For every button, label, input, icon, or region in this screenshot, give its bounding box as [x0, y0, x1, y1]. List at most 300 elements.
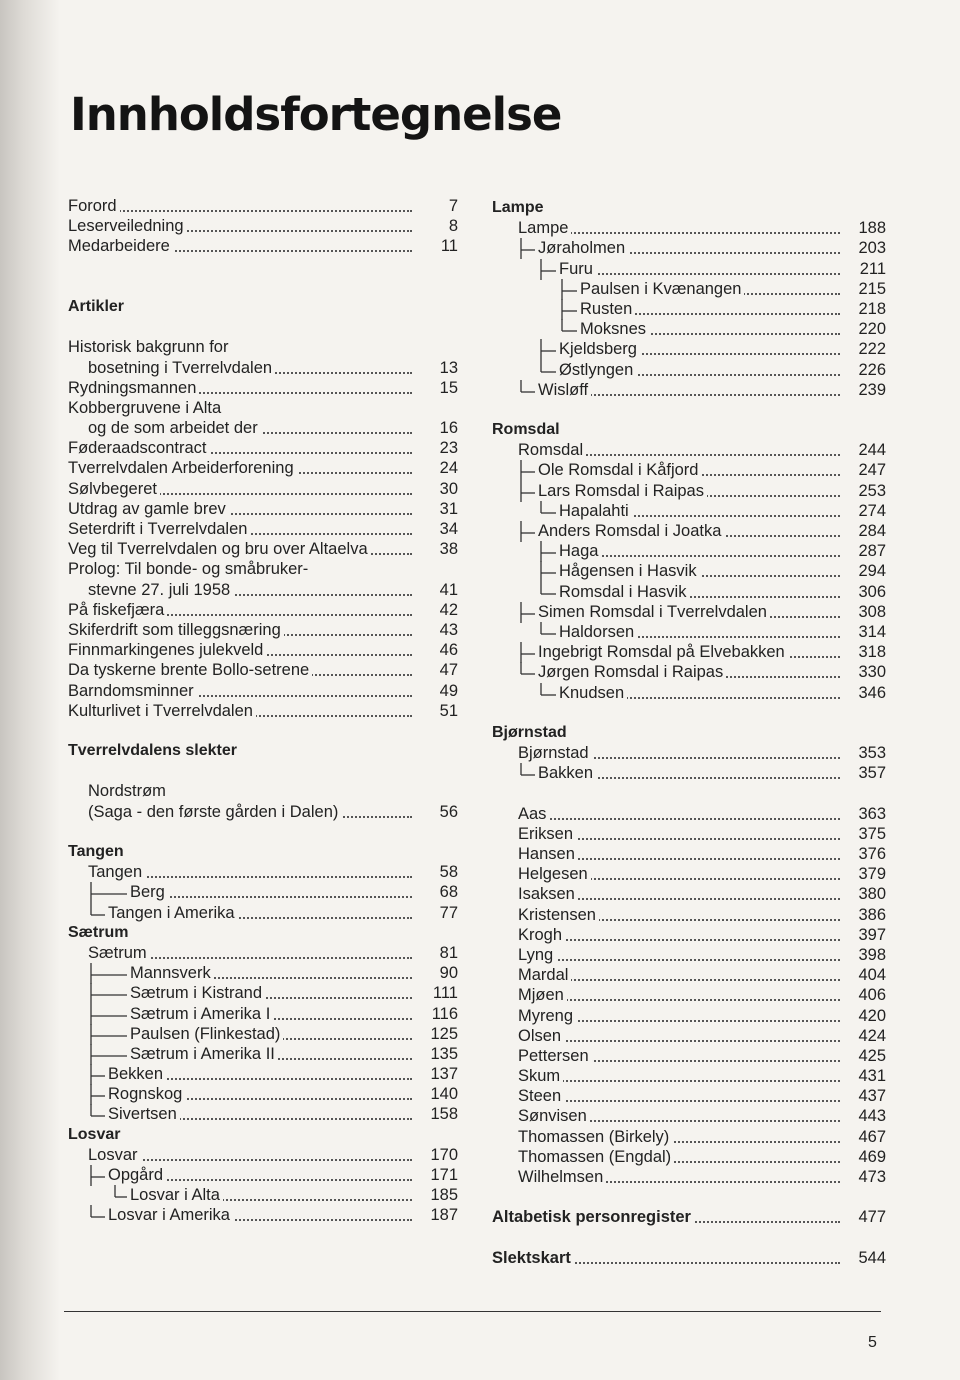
toc-page-number: 77 — [439, 903, 458, 922]
toc-page-number: 90 — [439, 964, 458, 983]
toc-page-number: 185 — [430, 1186, 458, 1205]
toc-entry — [492, 743, 886, 763]
toc-entry-label — [538, 481, 842, 501]
toc-entry-label — [538, 662, 842, 682]
toc-entry — [492, 259, 886, 279]
toc-page-number: 187 — [430, 1206, 458, 1225]
toc-page-number: 31 — [439, 499, 458, 518]
toc-entry-text: Sivertsen — [108, 1105, 180, 1123]
toc-entry — [68, 1004, 458, 1024]
toc-entry — [68, 882, 458, 902]
tree-branch-connector — [520, 238, 537, 259]
toc-page-number: 111 — [432, 984, 458, 1003]
toc-entry — [492, 1066, 886, 1086]
toc-entry — [492, 521, 886, 541]
toc-page-number: 15 — [439, 378, 458, 397]
toc-entry-text: Tangen — [88, 863, 145, 881]
toc-entry — [492, 380, 886, 400]
toc-entry-text: Sætrum i Amerika I — [130, 1005, 273, 1023]
toc-entry-label — [538, 763, 842, 783]
toc-entry-text: Romsdal — [518, 441, 586, 459]
toc-entry-label — [538, 460, 842, 480]
toc-entry-label — [68, 479, 414, 499]
toc-entry-text: Haga — [559, 542, 601, 560]
toc-entry-text: Hansen — [518, 845, 578, 863]
toc-entry — [68, 1185, 458, 1205]
toc-entry-label — [130, 963, 414, 983]
toc-entry-label — [108, 1165, 414, 1185]
toc-page-number: 330 — [858, 663, 886, 682]
toc-entry — [492, 965, 886, 985]
toc-entry-label — [538, 521, 842, 541]
toc-entry-label — [518, 965, 842, 985]
toc-entry — [492, 561, 886, 581]
toc-page-number: 30 — [439, 479, 458, 498]
toc-entry — [68, 983, 458, 1003]
toc-entry-label — [518, 1127, 842, 1147]
toc-entry-text: Opgård — [108, 1166, 166, 1184]
tree-branch-connector — [90, 1024, 129, 1045]
toc-entry — [492, 1147, 886, 1167]
toc-spacer — [68, 317, 458, 337]
toc-entry-text: Føderaadscontract — [68, 439, 209, 457]
toc-entry — [68, 1024, 458, 1044]
toc-entry-text: Mannsverk — [130, 964, 214, 982]
toc-page-number: 357 — [858, 764, 886, 783]
toc-entry-label — [130, 983, 414, 1003]
toc-entry-text: Bjørnstad — [518, 744, 592, 762]
toc-entry-label — [68, 236, 414, 256]
toc-entry-label — [88, 943, 414, 963]
toc-page-number: 294 — [858, 562, 886, 581]
toc-entry-text: Knudsen — [559, 684, 627, 702]
toc-spacer — [492, 1187, 886, 1207]
toc-page-number: 247 — [858, 461, 886, 480]
toc-page-number: 220 — [858, 320, 886, 339]
toc-entry-label — [580, 279, 842, 299]
toc-entry — [68, 458, 458, 478]
toc-entry — [68, 216, 458, 236]
toc-entry-text: Paulsen i Kvænangen — [580, 280, 744, 298]
toc-entry — [492, 299, 886, 319]
toc-entry-text: Paulsen (Flinkestad) — [130, 1025, 283, 1043]
toc-entry-text: Steen — [518, 1087, 564, 1105]
toc-entry-label — [68, 378, 414, 398]
toc-entry — [68, 438, 458, 458]
toc-entry — [492, 844, 886, 864]
tree-branch-connector — [540, 541, 558, 562]
toc-entry-label — [518, 1167, 842, 1187]
toc-entry — [492, 985, 886, 1005]
tree-branch-connector — [90, 1044, 129, 1065]
toc-page-number: 544 — [858, 1248, 886, 1267]
toc-entry-label — [518, 1086, 842, 1106]
toc-entry-text: Pettersen — [518, 1047, 592, 1065]
toc-entry-text: Helgesen — [518, 865, 591, 883]
toc-page-number: 318 — [858, 643, 886, 662]
toc-page-number: 253 — [858, 481, 886, 500]
toc-entry-text: Hågensen i Hasvik — [559, 562, 700, 580]
toc-entry-label — [130, 1004, 414, 1024]
toc-entry-label — [518, 884, 842, 904]
toc-entry — [492, 884, 886, 904]
toc-entry-label — [88, 418, 414, 438]
toc-entry-label — [68, 216, 414, 236]
toc-entry-text: Mardal — [518, 966, 571, 984]
toc-entry-text: Kulturlivet i Tverrelvdalen — [68, 702, 256, 720]
toc-page-number: 314 — [858, 622, 886, 641]
toc-entry-label — [130, 1024, 414, 1044]
toc-entry-label — [108, 1205, 414, 1225]
toc-entry — [492, 1167, 886, 1187]
toc-entry — [492, 1006, 886, 1026]
toc-section-heading: Romsdal — [492, 421, 560, 439]
toc-entry — [492, 804, 886, 824]
toc-entry — [492, 864, 886, 884]
toc-entry-text: Isaksen — [518, 885, 578, 903]
toc-entry — [68, 903, 458, 923]
toc-entry — [492, 1127, 886, 1147]
toc-entry-label — [518, 1066, 842, 1086]
toc-entry-text: Losvar — [88, 1146, 141, 1164]
toc-section-heading: Sætrum — [68, 923, 129, 941]
toc-entry-text: Medarbeidere — [68, 237, 173, 255]
toc-entry-text: Kjeldsberg — [559, 340, 640, 358]
tree-branch-connector — [540, 561, 558, 582]
tree-branch-connector — [520, 521, 537, 542]
toc-entry-text: Sætrum i Amerika II — [130, 1045, 278, 1063]
toc-entry — [68, 378, 458, 398]
toc-section-heading: Tangen — [68, 843, 124, 860]
toc-entry-label — [518, 743, 842, 763]
toc-entry-label — [68, 398, 458, 418]
toc-page-number: 404 — [858, 966, 886, 985]
toc-entry-label — [518, 945, 842, 965]
toc-page-number: 375 — [858, 824, 886, 843]
toc-entry-text: Berg — [130, 883, 168, 901]
page-title: Innholdsfortegnelse — [70, 88, 562, 141]
toc-page-number: 140 — [430, 1085, 458, 1104]
toc-page-number: 34 — [439, 520, 458, 538]
tree-branch-connector — [90, 1004, 129, 1025]
toc-page-number: 379 — [858, 865, 886, 884]
toc-page-number: 469 — [858, 1147, 886, 1166]
toc-entry — [492, 582, 886, 602]
toc-entry-label — [88, 358, 414, 378]
toc-page-number: 386 — [858, 905, 886, 924]
toc-entry-label — [518, 218, 842, 238]
toc-entry-label — [88, 1145, 414, 1165]
toc-entry-text: Moksnes — [580, 320, 649, 338]
toc-entry — [68, 963, 458, 983]
toc-entry-label — [68, 519, 414, 539]
toc-page-number: 11 — [440, 237, 458, 256]
toc-page-number: 56 — [439, 802, 458, 821]
toc-entry-label — [68, 196, 414, 216]
toc-entry-continued — [68, 781, 458, 801]
toc-entry-text: Sønvisen — [518, 1107, 590, 1125]
toc-entry-text: Kristensen — [518, 906, 599, 924]
tree-branch-connector — [90, 1104, 107, 1125]
toc-page-number: 13 — [439, 358, 458, 377]
toc-entry-text: Thomassen (Birkely) — [518, 1128, 672, 1146]
toc-entry — [492, 905, 886, 925]
tree-branch-connector — [90, 1064, 107, 1085]
tree-branch-connector — [90, 903, 107, 924]
toc-page-number: 24 — [439, 459, 458, 478]
toc-entry-text: Lampe — [518, 219, 571, 237]
tree-branch-connector — [561, 279, 579, 300]
tree-branch-connector — [540, 360, 558, 381]
toc-entry-text: Mjøen — [518, 986, 567, 1004]
toc-entry-label — [68, 600, 414, 620]
tree-branch-connector — [540, 339, 558, 360]
toc-entry — [492, 622, 886, 642]
toc-entry — [492, 1086, 886, 1106]
footer-rule — [64, 1311, 881, 1312]
toc-entry — [68, 802, 458, 822]
toc-entry-text: Nordstrøm — [88, 782, 169, 800]
toc-entry-text: Bakken — [538, 764, 596, 782]
toc-entry-text: Forord — [68, 197, 120, 215]
toc-entry-label — [580, 319, 842, 339]
toc-entry-label — [559, 541, 842, 561]
toc-entry-label — [518, 1106, 842, 1126]
toc-left-column — [68, 196, 458, 1226]
toc-entry-text: Bekken — [108, 1065, 166, 1083]
toc-section-heading: Losvar — [68, 1125, 121, 1143]
toc-entry-text: Myreng — [518, 1007, 576, 1025]
toc-entry — [68, 358, 458, 378]
tree-branch-connector — [90, 983, 129, 1004]
toc-entry-continued — [68, 337, 458, 357]
toc-entry — [492, 824, 886, 844]
toc-entry — [492, 218, 886, 238]
toc-entry — [68, 539, 458, 559]
toc-spacer — [492, 783, 886, 803]
toc-spacer — [68, 257, 458, 277]
toc-entry-text: Skiferdrift som tilleggsnæring — [68, 621, 284, 639]
tree-branch-connector — [540, 683, 558, 704]
book-gutter-shadow — [0, 0, 60, 1380]
toc-entry-text: Losvar i Alta — [130, 1186, 223, 1204]
toc-spacer — [492, 400, 886, 420]
toc-entry-label — [68, 620, 414, 640]
toc-page-number: 49 — [439, 681, 458, 700]
toc-entry — [492, 541, 886, 561]
toc-entry-text: Lyng — [518, 946, 556, 964]
toc-entry-text: Jøraholmen — [538, 239, 628, 257]
toc-entry-text: Jørgen Romsdal i Raipas — [538, 663, 726, 681]
toc-page-number: 308 — [858, 602, 886, 621]
toc-entry-label — [518, 985, 842, 1005]
tree-branch-connector — [520, 380, 537, 401]
toc-page-number: 406 — [858, 986, 886, 1005]
toc-entry-label — [108, 1084, 414, 1104]
toc-entry-text: Sætrum — [88, 944, 150, 962]
toc-page-number: 287 — [858, 542, 886, 561]
toc-page-number: 116 — [431, 1004, 458, 1023]
toc-entry-label — [518, 1147, 842, 1167]
toc-entry-text: Romsdal i Hasvik — [559, 583, 689, 601]
toc-entry — [492, 1248, 886, 1268]
toc-entry — [68, 1064, 458, 1084]
toc-page-number: 43 — [439, 620, 458, 639]
toc-entry — [68, 600, 458, 620]
tree-branch-connector — [90, 1165, 107, 1186]
toc-page-number: 211 — [859, 259, 886, 278]
toc-entry-label — [68, 438, 414, 458]
toc-spacer — [492, 703, 886, 723]
toc-entry-text: Rydningsmannen — [68, 379, 199, 397]
toc-entry-label — [492, 1207, 842, 1227]
toc-right-column — [492, 198, 886, 1268]
toc-page-number: 363 — [858, 804, 886, 823]
toc-entry-label — [518, 844, 842, 864]
toc-entry — [68, 943, 458, 963]
toc-page-number: 424 — [858, 1026, 886, 1045]
toc-entry-text: Tverrelvdalen Arbeiderforening — [68, 459, 297, 477]
toc-entry — [68, 862, 458, 882]
toc-page-number: 68 — [439, 883, 458, 902]
toc-spacer — [492, 1228, 886, 1248]
toc-page-number: 346 — [858, 683, 886, 702]
toc-entry-text: Krogh — [518, 926, 565, 944]
toc-page-number: 431 — [858, 1067, 886, 1086]
toc-page-number: 38 — [439, 540, 458, 559]
toc-entry-text: Haldorsen — [559, 623, 637, 641]
toc-section-heading: Tverrelvdalens slekter — [68, 742, 237, 760]
toc-spacer — [68, 761, 458, 781]
toc-entry — [68, 1165, 458, 1185]
tree-branch-connector — [520, 481, 537, 502]
toc-entry-label — [88, 580, 414, 600]
toc-entry — [68, 196, 458, 216]
toc-entry — [492, 763, 886, 783]
toc-entry — [68, 479, 458, 499]
toc-page-number: 437 — [858, 1087, 886, 1106]
toc-page-number: 397 — [858, 925, 886, 944]
toc-entry-text: bosetning i Tverrelvdalen — [88, 359, 275, 377]
toc-entry-label — [68, 499, 414, 519]
tree-branch-connector — [520, 602, 537, 623]
tree-branch-connector — [540, 259, 558, 280]
toc-entry-text: Kobbergruvene i Alta — [68, 399, 224, 417]
toc-page-number: 215 — [858, 279, 886, 298]
toc-entry — [68, 1145, 458, 1165]
toc-entry-label — [559, 683, 842, 703]
toc-entry-label — [518, 864, 842, 884]
toc-entry-label — [88, 862, 414, 882]
toc-page-number: 477 — [858, 1208, 886, 1227]
tree-branch-connector — [561, 319, 579, 340]
toc-entry-label — [538, 602, 842, 622]
toc-entry — [68, 701, 458, 721]
tree-branch-connector — [520, 460, 537, 481]
toc-page-number: 171 — [430, 1166, 458, 1184]
toc-entry-label — [130, 882, 414, 902]
toc-page-number: 46 — [439, 641, 458, 660]
toc-entry-label — [108, 1064, 414, 1084]
tree-branch-connector — [114, 1185, 129, 1206]
toc-spacer — [68, 822, 458, 842]
toc-entry-text: Historisk bakgrunn for — [68, 338, 231, 356]
toc-page-number: 158 — [430, 1105, 458, 1124]
toc-entry-label — [68, 458, 414, 478]
toc-entry-text: Hapalahti — [559, 502, 632, 520]
toc-page-number: 41 — [439, 580, 458, 599]
toc-spacer — [68, 277, 458, 297]
toc-entry-label — [518, 1026, 842, 1046]
toc-entry-text: Losvar i Amerika — [108, 1206, 233, 1224]
toc-entry — [492, 642, 886, 662]
toc-page-number: 125 — [430, 1024, 458, 1043]
toc-page-number: 398 — [858, 945, 886, 964]
toc-entry — [492, 501, 886, 521]
toc-entry-text: Simen Romsdal i Tverrelvdalen — [538, 603, 770, 621]
tree-branch-connector — [520, 642, 537, 663]
toc-spacer — [68, 721, 458, 741]
tree-branch-connector — [540, 501, 558, 522]
toc-entry-text: og de som arbeidet der — [88, 419, 261, 437]
tree-branch-connector — [561, 299, 579, 320]
toc-entry — [68, 1104, 458, 1124]
toc-entry-text: Ole Romsdal i Kåfjord — [538, 461, 701, 479]
toc-entry-label — [538, 380, 842, 400]
toc-entry-text: Furu — [559, 260, 596, 278]
tree-branch-connector — [540, 582, 558, 603]
tree-branch-connector — [520, 662, 537, 683]
toc-entry — [68, 620, 458, 640]
toc-entry-text: Rusten — [580, 300, 635, 318]
toc-entry-text: Ingebrigt Romsdal på Elvebakken — [538, 643, 788, 661]
toc-page-number: 222 — [858, 340, 886, 359]
toc-section-heading: Lampe — [492, 199, 544, 216]
toc-entry-label — [559, 582, 842, 602]
toc-entry — [68, 660, 458, 680]
toc-entry-label — [559, 561, 842, 581]
toc-entry-text: Wilhelmsen — [518, 1168, 606, 1186]
tree-branch-connector — [90, 882, 129, 903]
toc-entry-label — [518, 905, 842, 925]
toc-entry — [68, 236, 458, 256]
toc-entry-text: Seterdrift i Tverrelvdalen — [68, 520, 250, 538]
toc-entry-label — [130, 1185, 414, 1205]
toc-entry — [68, 640, 458, 660]
toc-entry-text: Anders Romsdal i Joatka — [538, 522, 724, 540]
toc-entry-text: (Saga - den første gården i Dalen) — [88, 803, 341, 821]
toc-page-number: 376 — [858, 845, 886, 863]
toc-entry-text: Rognskog — [108, 1085, 185, 1103]
toc-entry-text: Sætrum i Kistrand — [130, 984, 265, 1002]
toc-entry-label — [108, 903, 414, 923]
toc-page-number: 239 — [858, 380, 886, 399]
toc-entry-text: Østlyngen — [559, 361, 636, 379]
toc-entry-text: Prolog: Til bonde- og småbruker- — [68, 560, 311, 578]
tree-branch-connector — [540, 622, 558, 643]
toc-entry-text: På fiskefjæra — [68, 601, 167, 619]
toc-entry-text: Eriksen — [518, 825, 576, 843]
toc-page-number: 188 — [858, 219, 886, 238]
toc-entry-label — [68, 660, 414, 680]
toc-entry — [492, 440, 886, 460]
toc-entry-label — [580, 299, 842, 319]
toc-entry-text: Lars Romsdal i Raipas — [538, 482, 707, 500]
toc-entry — [492, 925, 886, 945]
toc-entry — [68, 1205, 458, 1225]
tree-branch-connector — [520, 763, 537, 784]
toc-entry-label — [538, 238, 842, 258]
